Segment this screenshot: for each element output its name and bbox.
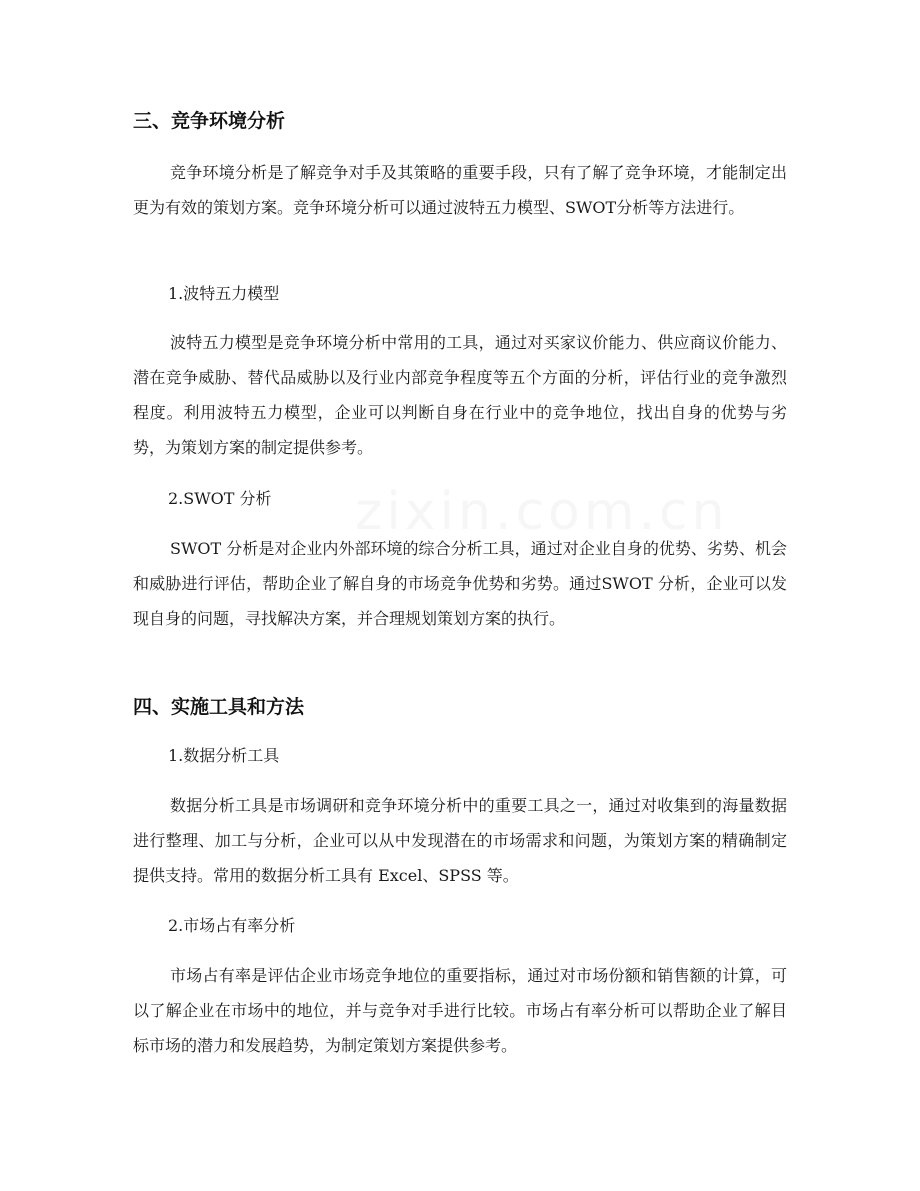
paragraph-market-share: 市场占有率是评估企业市场竞争地位的重要指标，通过对市场份额和销售额的计算，可以了解企业在市场中的地位，并与竞争对手进行比较。市场占有率分析可以帮助企业了解目标市场的潜力和发展趋势，为制定策划方案提供参考。 (133, 966, 787, 1055)
paragraph-competition-intro: 竞争环境分析是了解竞争对手及其策略的重要手段，只有了解了竞争环境，才能制定出更为有效的策划方案。竞争环境分析可以通过波特五力模型、SWOT分析等方法进行。 (133, 163, 787, 217)
paragraph-swot: SWOT 分析是对企业内外部环境的综合分析工具，通过对企业自身的优势、劣势、机会和威胁进行评估，帮助企业了解自身的市场竞争优势和劣势。通过SWOT 分析，企业可以发现自身的问题，寻找解决方案，并合理规划策划方案的执行。 (133, 539, 787, 628)
subheading-market-share: 2.市场占有率分析 (168, 916, 296, 935)
section-heading-tools: 四、实施工具和方法 (133, 696, 305, 718)
subheading-swot: 2.SWOT 分析 (168, 489, 272, 508)
subheading-data-analysis-tools: 1.数据分析工具 (168, 746, 280, 765)
paragraph-data-analysis-tools: 数据分析工具是市场调研和竞争环境分析中的重要工具之一，通过对收集到的海量数据进行整理、加工与分析，企业可以从中发现潜在的市场需求和问题，为策划方案的精确制定提供支持。常用的数据分析工具有 Excel、SPSS 等。 (133, 796, 787, 885)
section-heading-competition: 三、竞争环境分析 (133, 110, 286, 132)
watermark: zixin.com.cn (355, 482, 729, 542)
subheading-porter-five-forces: 1.波特五力模型 (168, 284, 280, 303)
paragraph-porter-five-forces: 波特五力模型是竞争环境分析中常用的工具，通过对买家议价能力、供应商议价能力、潜在竞争威胁、替代品威胁以及行业内部竞争程度等五个方面的分析，评估行业的竞争激烈程度。利用波特五力模型，企业可以判断自身在行业中的竞争地位，找出自身的优势与劣势，为策划方案的制定提供参考。 (133, 333, 787, 457)
